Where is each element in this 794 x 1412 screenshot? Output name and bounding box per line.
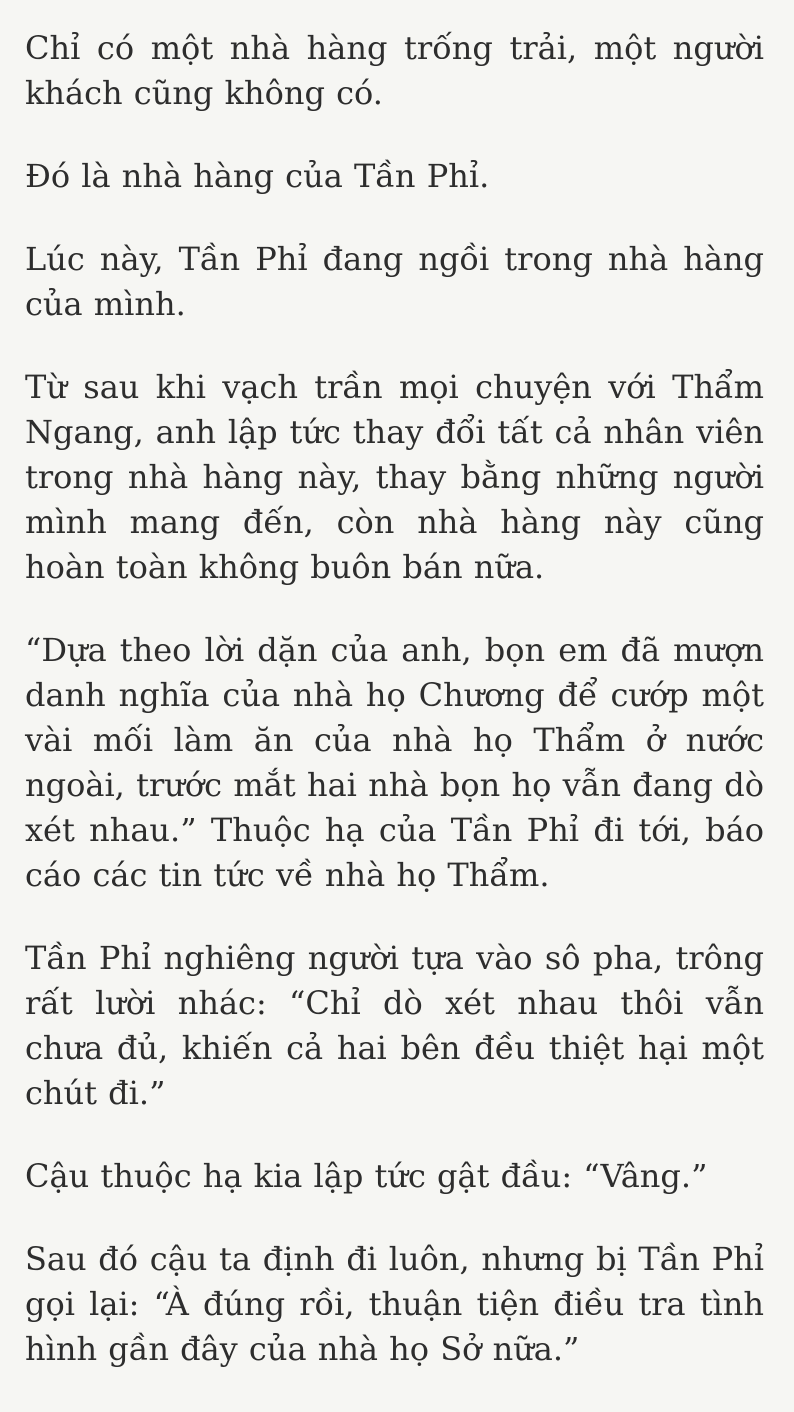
paragraph: Chỉ có một nhà hàng trống trải, một người khách cũng không có. [25, 29, 764, 112]
paragraph: Từ sau khi vạch trần mọi chuyện với Thẩm Ngang, anh lập tức thay đổi tất cả nhân viên trong nhà hàng này, thay bằng những người mình mang đến, còn nhà hàng này cũng hoàn toàn không buôn bán nữa. [25, 368, 764, 586]
paragraph: Cậu thuộc hạ kia lập tức gật đầu: “Vâng.” [25, 1157, 708, 1195]
paragraph: Đó là nhà hàng của Tần Phỉ. [25, 157, 490, 195]
paragraph: Lúc này, Tần Phỉ đang ngồi trong nhà hàng của mình. [25, 240, 764, 323]
paragraph: Tần Phỉ nghiêng người tựa vào sô pha, trông rất lười nhác: “Chỉ dò xét nhau thôi vẫn chưa đủ, khiến cả hai bên đều thiệt hại một chút đi.” [25, 939, 764, 1112]
paragraph: “Dựa theo lời dặn của anh, bọn em đã mượn danh nghĩa của nhà họ Chương để cướp một vài mối làm ăn của nhà họ Thẩm ở nước ngoài, trước mắt hai nhà bọn họ vẫn đang dò xét nhau.” Thuộc hạ của Tần Phỉ đi tới, báo cáo các tin tức về nhà họ Thẩm. [25, 631, 764, 894]
paragraph: Sau đó cậu ta định đi luôn, nhưng bị Tần Phỉ gọi lại: “À đúng rồi, thuận tiện điều tra tình hình gần đây của nhà họ Sở nữa.” [25, 1240, 764, 1368]
